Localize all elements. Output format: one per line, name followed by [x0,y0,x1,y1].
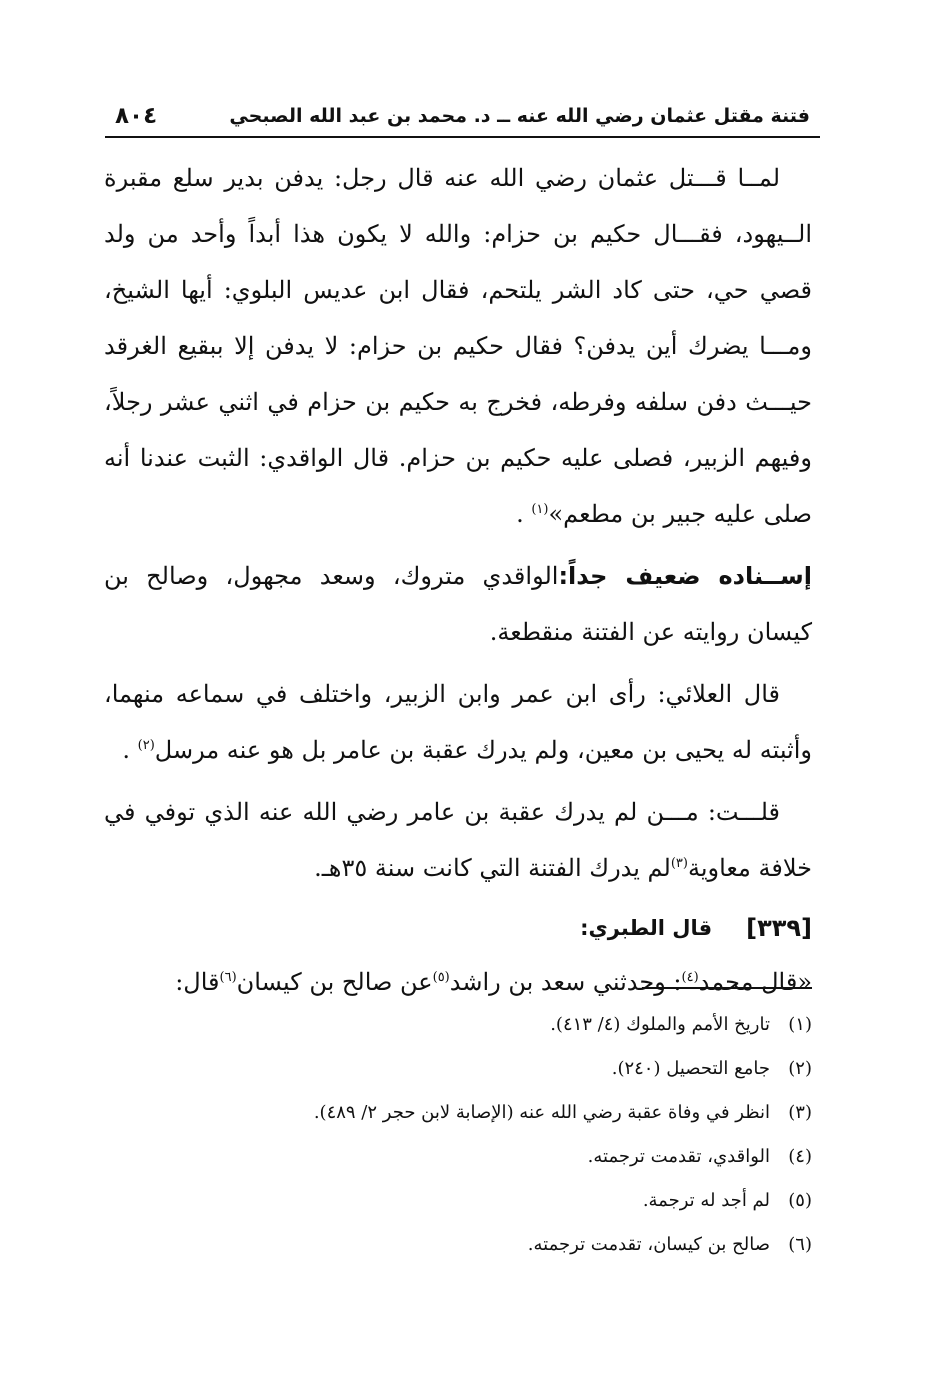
paragraph-text: قلـــت: مـــن لم يدرك عقبة بن عامر رضي الله عنه الذي توفي في خلافة معاوية [104,798,812,882]
footnote-mark: (٢) [788,1058,812,1079]
footnote-item [104,1179,812,1223]
footnote-item [104,1091,812,1135]
footnote-text: تاريخ الأمم والملوك (٤/ ٤١٣). [550,1014,770,1035]
footnote-mark: (١) [788,1014,812,1035]
isnad-text: : وحدثني سعد بن راشد [449,968,682,996]
paragraph-narration [104,150,812,542]
paragraph-end: . [122,736,131,764]
footnote-item [104,1223,812,1267]
isnad-text: «قال محمد [698,968,812,996]
footnote-item [104,1003,812,1047]
footnote-mark: (٤) [788,1146,812,1167]
isnad-text: قال: [175,968,220,996]
paragraph-text: قال العلائي: رأى ابن عمر وابن الزبير، واختلف في سماعه منهما، وأثبته له يحيى بن معين، ولم يدرك عقبة بن عامر بل هو عنه مرسل [104,680,812,764]
footnotes [104,1003,812,1267]
paragraph-isnad-grade [104,548,812,660]
paragraph-isnad [104,954,812,1010]
section-label: قال الطبري: [580,916,713,940]
footnote-text: جامع التحصيل (٢٤٠). [611,1058,770,1079]
footnote-mark: (٥) [788,1190,812,1211]
footnote-separator [642,987,812,989]
page-header [105,96,820,138]
footnote-mark: (٣) [788,1102,812,1123]
footnote-ref: (٢) [137,738,155,753]
footnote-text: انظر في وفاة عقبة رضي الله عنه (الإصابة لابن حجر ٢/ ٤٨٩). [313,1102,770,1123]
paragraph-text: لمــا قـــتل عثمان رضي الله عنه قال رجل: يدفن بدير سلع مقبرة الــيهود، فقـــال حكيم بن حزام: والله لا يكون هذا أبداً وأحد من ولد قصي حي، حتى كاد الشر يلتحم، فقال ابن عديس البلوي: أيها الشيخ، ومـــا يضرك أين يدفن؟ فقال حكيم بن حزام: لا يدفن إلا ببقيع الغرقد حيـــث دفن سلفه وفرطه، فخرج به حكيم بن حزام في اثني عشر رجلاً، وفيهم الزبير، فصلى عليه حكيم بن حزام. قال الواقدي: الثبت عندنا أنه صلى عليه جبير بن مطعم» [104,164,812,528]
footnote-text: لم أجد له ترجمة. [642,1190,770,1211]
footnote-text: صالح بن كيسان، تقدمت ترجمته. [527,1234,770,1255]
footnote-mark: (٦) [788,1234,812,1255]
paragraph-text-cont: لم يدرك الفتنة التي كانت سنة ٣٥هـ. [314,854,671,882]
footnote-ref: (١) [531,502,549,517]
main-text [104,150,812,1016]
section-heading [104,902,812,954]
running-title: فتنة مقتل عثمان رضي الله عنه ــ د. محمد بن عبد الله الصبحي [229,105,810,127]
footnote-ref: (٤) [681,970,699,985]
paragraph-alalai [104,666,812,778]
footnote-item [104,1135,812,1179]
footnote-text: الواقدي، تقدمت ترجمته. [587,1146,770,1167]
footnote-ref: (٣) [670,856,688,871]
footnote-item [104,1047,812,1091]
isnad-text: عن صالح بن كيسان [236,968,433,996]
footnote-ref: (٥) [432,970,450,985]
paragraph-author-note [104,784,812,896]
section-number: [٣٣٩] [746,914,812,942]
isnad-grade-label: إســناده ضعيف جداً: [558,562,813,590]
page-number: ٨٠٤ [115,103,158,129]
footnote-ref: (٦) [219,970,237,985]
paragraph-end: . [516,500,524,528]
paragraph-text: الواقدي متروك، وسعد مجهول، وصالح بن كيسان روايته عن الفتنة منقطعة. [104,562,812,646]
